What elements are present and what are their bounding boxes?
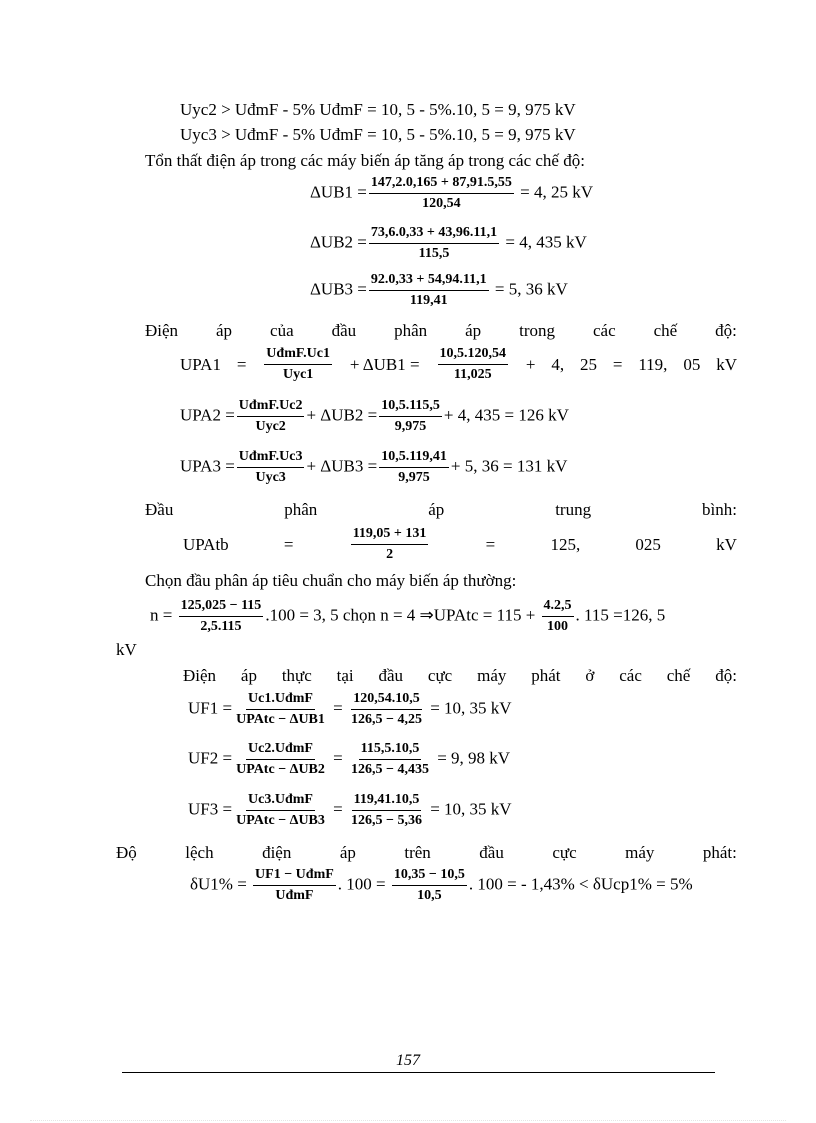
eq-dub3: ΔUB3 = $\frac{92.0,33 + 54,94.11,1}{119,41}$ = 5, 36 kV [310, 272, 568, 308]
eq-dub2: ΔUB2 = $\frac{73,6.0,33 + 43,96.11,1}{115,5}$ = 4, 435 kV [310, 225, 587, 261]
eq-upatb: UPAtb = $\frac{119,05 + 131}{2}$ = 125, 025 kV [183, 526, 737, 562]
eq-dub1: ΔUB1 = $\frac{147,2.0,165 + 87,91.5,55}{120,54}$ = 4, 25 kV [310, 175, 593, 211]
line-kv: kV [116, 640, 137, 659]
line-tonthat: Tổn thất điện áp trong các máy biến áp tăng áp trong các chế độ: [145, 151, 585, 170]
line-dau: Đầu phân áp trung bình: [145, 500, 737, 519]
footer-divider [122, 1072, 715, 1073]
eq-n: n = $\frac{125,025 - 115}{2,5.115}$ .100 = 3, 5 chọn n = 4 ⇒UPAtc = 115 + $\frac{4.2,5}{100}$ . 115 =126, 5 [150, 598, 666, 634]
eq-uf3: UF3 = $\frac{\text{Uc3.UđmF}}{\text{UPAtc − ΔUB3}}$ = $\frac{119,41.10,5}{126,5 - 5,36}$ = 10, 35 kV [188, 792, 512, 828]
eq-uf2: UF2 = $\frac{\text{Uc2.UđmF}}{\text{UPAtc − ΔUB2}}$ = $\frac{115,5.10,5}{126,5 - 4,435}$ = 9, 98 kV [188, 741, 511, 777]
eq-du1: δU1% = $\frac{\text{UF1 − UđmF}}{\text{UđmF}}$ . 100 = $\frac{10,35 - 10,5}{10,5}$ . 100 = - 1,43% < δUcp1% = 5% [190, 867, 693, 903]
eq-upa2: UPA2 = $\frac{\text{UđmF.Uc2}}{\text{Uyc2}}$ + ΔUB2 = $\frac{10,5.115,5}{9,975}$ + 4, 435 = 126 kV [180, 398, 569, 434]
line-thuc: Điện áp thực tại đầu cực máy phát ở các chế độ: [183, 666, 737, 685]
line-uyc3: Uyc3 > UđmF - 5% UđmF = 10, 5 - 5%.10, 5 = 9, 975 kV [180, 125, 576, 144]
line-dolech: Độ lệch điện áp trên đầu cực máy phát: [116, 843, 737, 862]
eq-uf1: UF1 = $\frac{\text{Uc1.UđmF}}{\text{UPAtc − ΔUB1}}$ = $\frac{120,54.10,5}{126,5 - 4,25}$ = 10, 35 kV [188, 691, 512, 727]
page-number: 157 [396, 1052, 420, 1069]
eq-upa3: UPA3 = $\frac{\text{UđmF.Uc3}}{\text{Uyc3}}$ + ΔUB3 = $\frac{10,5.119,41}{9,975}$ + 5, 36 = 131 kV [180, 449, 568, 485]
line-uyc2: Uyc2 > UđmF - 5% UđmF = 10, 5 - 5%.10, 5 = 9, 975 kV [180, 100, 576, 119]
line-dienap: Điện áp của đầu phân áp trong các chế độ: [145, 321, 737, 340]
page-edge [30, 1120, 786, 1121]
eq-upa1: UPA1 = $\frac{\text{UđmF.Uc1}}{\text{Uyc1}}$ + ΔUB1 = $\frac{10,5.120,54}{11,025}$ + 4, 25 = 119, 05 kV [180, 346, 737, 382]
line-chon: Chọn đầu phân áp tiêu chuẩn cho máy biến áp thường: [145, 571, 517, 590]
